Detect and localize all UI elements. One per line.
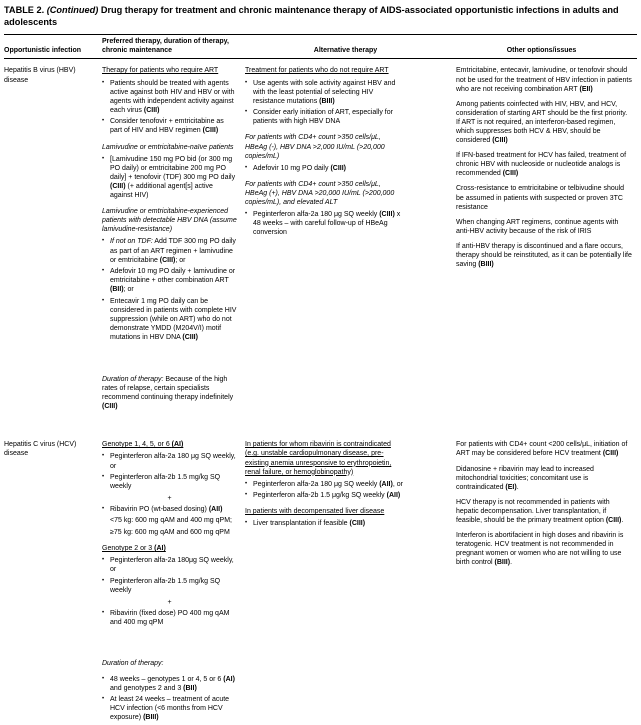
other-options-cell — [456, 66, 637, 275]
bullet-text: Peginterferon alfa-2a 180μg SQ weekly, or — [110, 557, 234, 574]
bullet-icon: • — [102, 577, 105, 584]
subgroup-heading: For patients with CD4+ count >350 cells/μL, HBeAg (+), HBV DNA >20,000 IU/mL (>200,000 copies/mL), and elevated ALT — [245, 180, 395, 207]
bullet-icon: • — [245, 164, 248, 171]
bullet-text: Entecavir 1 mg PO daily can be considered in patients with complete HIV suppression (while on ART) who do not demonstrate YMDD (M204V/I) motif mutations in HBV DNA (CIII) — [110, 297, 237, 342]
note-paragraph: For patients with CD4+ count <200 cells/μL, initiation of ART may be considered before HCV treatment (CIII) — [456, 441, 628, 458]
alternative-therapy-cell — [245, 66, 456, 240]
bullet-text: Patients should be treated with agents active against both HIV and HBV or with agents with independent activity against each virus (CIII) — [110, 79, 235, 114]
bullet-item — [102, 267, 237, 294]
bullet-text: Consider tenofovir + emtricitabine as part of HIV and HBV regimen (CIII) — [110, 118, 224, 135]
spacer — [102, 345, 237, 373]
bullet-text: If not on TDF: Add TDF 300 mg PO daily as part of an ART regimen + lamivudine or emtricitabine (CIII); or — [110, 238, 236, 264]
bullet-icon: • — [102, 557, 105, 564]
dose-line: ≥75 kg: 600 mg qAM and 600 mg qPM — [110, 529, 230, 537]
table-row-hcv — [4, 433, 637, 725]
bullet-item — [245, 164, 404, 173]
bullet-text: Peginterferon alfa-2a 180 μg SQ weekly (CIII) x 48 weeks – with careful follow-up of HBeAg conversion — [253, 211, 401, 237]
infection-name: Hepatitis C virus (HCV) disease — [4, 441, 77, 458]
bullet-icon: • — [245, 79, 248, 86]
bullet-item — [245, 491, 404, 500]
other-options-cell — [456, 440, 637, 573]
bullet-item — [245, 108, 404, 126]
column-header-alternative: Alternative therapy — [313, 46, 378, 54]
note-paragraph: If IFN-based treatment for HCV has failed, treatment of chronic HBV with nucleoside or nucleotide analogs is recommended (CIII) — [456, 152, 627, 178]
bullet-icon: • — [245, 480, 248, 487]
bullet-icon: • — [102, 297, 105, 304]
bullet-item — [245, 480, 404, 489]
bullet-item — [245, 79, 404, 106]
note-paragraph: Duration of therapy: — [102, 660, 164, 668]
note-paragraph: Among patients coinfected with HIV, HBV, and HCV, consideration of starting ART should be the first priority. If ART is not required, an interferon-based regimen, which suppresses both HCV & HBV, should be considered (CIII) — [456, 100, 628, 145]
bullet-icon: • — [102, 79, 105, 86]
section-heading: Genotype 2 or 3 (AI) — [102, 545, 166, 553]
bullet-item — [102, 79, 237, 115]
table-header-row — [4, 34, 637, 60]
bullet-item — [102, 695, 237, 722]
bullet-icon: • — [245, 211, 248, 218]
note-paragraph: Cross-resistance to emtricitabine or telbivudine should be assumed in patients with suspected or proven 3TC resistance — [456, 185, 625, 211]
bullet-item — [102, 452, 237, 470]
bullet-text: At least 24 weeks – treatment of acute HCV infection (<6 months from HCV exposure) (BIII) — [110, 696, 230, 722]
bullet-item — [102, 473, 237, 491]
dose-line: <75 kg: 600 mg qAM and 400 mg qPM; — [110, 517, 232, 525]
note-paragraph: Didanosine + ribavirin may lead to increased mitochondrial toxicities; concomitant use is contraindicated (EI). — [456, 465, 594, 491]
section-heading: Therapy for patients who require ART — [102, 67, 219, 75]
spacer — [102, 629, 237, 657]
bullet-text: Use agents with sole activity against HBV and with the least potential of selecting HIV resistance mutations (BIII) — [253, 79, 396, 105]
bullet-text: Ribavirin (fixed dose) PO 400 mg qAM and 400 mg qPM — [110, 609, 230, 626]
bullet-text: [Lamivudine 150 mg PO bid (or 300 mg PO daily) or emtricitabine 200 mg PO daily] + tenofovir (TDF) 300 mg PO daily (CIII) (+ additional agent[s] active against HIV) — [110, 155, 236, 200]
note-paragraph: If anti-HBV therapy is discontinued and a flare occurs, therapy should be reinstituted, as it can be potentially life saving (BIII) — [456, 242, 632, 269]
bullet-text: Adefovir 10 mg PO daily (CIII) — [253, 164, 346, 172]
section-heading: In patients for whom ribavirin is contraindicated (e.g. unstable cardiopulmonary disease, pre-existing anemia unresponsive to erythropoietin, renal failure, or hemoglobinopathy) — [245, 441, 392, 476]
subgroup-heading: For patients with CD4+ count >350 cells/μL, HBeAg (-), HBV DNA >2,000 IU/mL (>20,000 copies/mL) — [245, 134, 385, 160]
subgroup-heading: Lamivudine or emtricitabine-experienced patients with detectable HBV DNA (assume lamivudine-resistance) — [102, 208, 237, 234]
bullet-item — [102, 577, 237, 595]
plus-sign: + — [167, 598, 172, 606]
bullet-icon: • — [245, 492, 248, 499]
column-header-infection: Opportunistic infection — [4, 46, 81, 54]
preferred-therapy-cell — [102, 440, 245, 725]
bullet-text: Adefovir 10 mg PO daily + lamivudine or emtricitabine + other combination ART (BII); or — [110, 268, 236, 294]
note-paragraph: Duration of therapy: Because of the high rates of relapse, certain specialists recommend continuing therapy indefinitely (CIII) — [102, 375, 234, 411]
note-paragraph: Emtricitabine, entecavir, lamivudine, or tenofovir should not be used for the treatment of HBV infection in patients who are not receiving combination ART (EII) — [456, 67, 632, 93]
column-header-preferred: Preferred therapy, duration of therapy, chronic maintenance — [102, 37, 229, 54]
bullet-item — [102, 155, 237, 200]
infection-name: Hepatitis B virus (HBV) disease — [4, 67, 76, 84]
note-paragraph: HCV therapy is not recommended in patients with hepatic decompensation. Liver transplantation, if feasible, should be the primary treatment option (CIII). — [456, 498, 624, 524]
alternative-therapy-cell — [245, 440, 456, 531]
bullet-text: Peginterferon alfa-2a 180 μg SQ weekly (AII), or — [253, 480, 403, 488]
bullet-text: Liver transplantation if feasible (CIII) — [253, 520, 366, 528]
column-header-other: Other options/issues — [506, 46, 577, 54]
bullet-text: Peginterferon alfa-2a 180 μg SQ weekly, or — [110, 453, 236, 470]
note-paragraph: When changing ART regimens, continue agents with anti-HBV activity because of the risk of IRIS — [456, 218, 619, 235]
section-heading: Treatment for patients who do not require ART — [245, 67, 389, 75]
bullet-icon: • — [102, 474, 105, 481]
bullet-item — [102, 297, 237, 342]
bullet-icon: • — [102, 696, 105, 703]
bullet-icon: • — [245, 520, 248, 527]
bullet-item — [245, 519, 404, 528]
bullet-item — [102, 117, 237, 135]
bullet-icon: • — [102, 675, 105, 682]
preferred-therapy-cell — [102, 66, 245, 417]
bullet-icon: • — [102, 453, 105, 460]
bullet-icon: • — [102, 609, 105, 616]
bullet-icon: • — [102, 505, 105, 512]
bullet-text: 48 weeks – genotypes 1 or 4, 5 or 6 (AI) and genotypes 2 and 3 (BII) — [110, 675, 235, 692]
bullet-item — [245, 210, 404, 237]
bullet-item — [102, 609, 237, 627]
bullet-text: Peginterferon alfa-2b 1.5 μg/kg SQ weekly (AII) — [253, 492, 401, 500]
bullet-text: Peginterferon alfa-2b 1.5 mg/kg SQ weekly — [110, 577, 221, 595]
table-row-hbv — [4, 59, 637, 417]
bullet-text: Consider early initiation of ART, especially for patients with high HBV DNA — [253, 109, 393, 126]
table-title: TABLE 2. (Continued) Drug therapy for treatment and chronic maintenance therapy of AIDS-associated opportunistic infections in adults and adolescents — [4, 5, 619, 27]
bullet-item — [102, 505, 237, 514]
bullet-item — [102, 675, 237, 693]
note-paragraph: Interferon is abortifacient in high doses and ribavirin is teratogenic. HCV treatment is not recommended in pregnant women or women who are not willing to use birth control (BIII). — [456, 532, 624, 567]
bullet-icon: • — [102, 155, 105, 162]
bullet-icon: • — [102, 118, 105, 125]
bullet-item — [102, 556, 237, 574]
section-heading: Genotype 1, 4, 5, or 6 (AI) — [102, 441, 184, 449]
bullet-text: Ribavirin PO (wt-based dosing) (AII) — [110, 505, 223, 513]
bullet-icon: • — [245, 109, 248, 116]
plus-sign: + — [167, 494, 172, 502]
bullet-icon: • — [102, 268, 105, 275]
bullet-text: Peginterferon alfa-2b 1.5 mg/kg SQ weekly — [110, 474, 221, 491]
bullet-icon: • — [102, 238, 105, 245]
subgroup-heading: Lamivudine or emtricitabine-naïve patients — [102, 143, 234, 151]
bullet-item — [102, 237, 237, 264]
section-heading: In patients with decompensated liver disease — [245, 508, 385, 516]
